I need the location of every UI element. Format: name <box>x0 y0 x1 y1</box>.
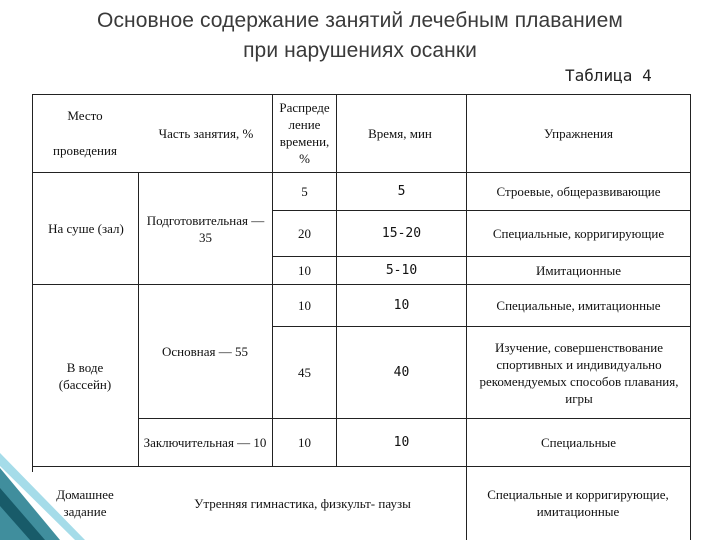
row-exercises: Имитационные <box>535 263 621 278</box>
place-water: В воде (бассейн) <box>58 359 112 392</box>
row-exercises: Специальные <box>540 435 617 450</box>
row-time: 40 <box>393 365 410 380</box>
row-distribution: 5 <box>301 184 308 199</box>
row-distribution: 10 <box>298 298 311 313</box>
row-exercises: Специальные, корригирующие <box>492 226 665 241</box>
row-time: 10 <box>393 298 410 313</box>
header-place-line1: Место <box>67 107 103 123</box>
row-time: 5-10 <box>385 263 418 278</box>
row-exercises: Специальные, имитационные <box>496 298 661 313</box>
header-place-line2: проведения <box>53 142 117 158</box>
table-label: Таблица 4 <box>565 66 652 85</box>
row-time: 10 <box>393 435 410 450</box>
row-exercises: Изучение, совершенствование спортивных и индивидуально рекомендуемых способов плавания, игры <box>479 339 679 406</box>
row-time: 5 <box>397 184 406 199</box>
row-exercises: Строевые, общеразвивающие <box>496 184 661 199</box>
part-prep: Подготовительная — 35 <box>146 212 265 245</box>
place-land: На суше (зал) <box>48 221 124 236</box>
row-distribution: 10 <box>298 263 311 278</box>
slide-title-line1: Основное содержание занятий лечебным плаванием <box>97 9 623 32</box>
row-time: 15-20 <box>381 226 422 241</box>
part-final: Заключительная — 10 <box>143 435 267 450</box>
row-distribution: 20 <box>298 226 311 241</box>
header-time: Время, мин <box>368 125 432 141</box>
home-exercises: Специальные и корригирующие, имитационные <box>487 487 669 519</box>
header-exercises: Упражнения <box>544 125 613 141</box>
part-home: Утренняя гимнастика, физкульт- паузы <box>194 495 411 511</box>
slide-title-line2: при нарушениях осанки <box>243 39 477 62</box>
header-distribution: Распреде ление времени, % <box>279 100 330 166</box>
part-main: Основная — 55 <box>162 344 248 359</box>
row-distribution: 10 <box>298 435 311 450</box>
header-part: Часть занятия, % <box>158 125 254 141</box>
place-home: Домашнее задание <box>56 487 114 519</box>
row-distribution: 45 <box>298 365 311 380</box>
